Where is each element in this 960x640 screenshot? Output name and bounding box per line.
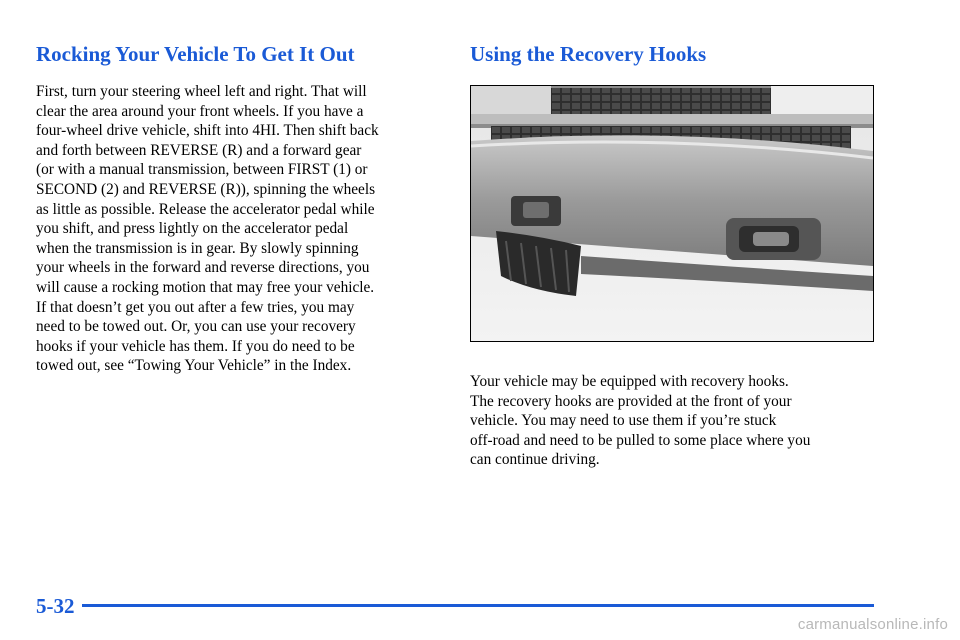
watermark-text: carmanualsonline.info [797,616,948,633]
recovery-hooks-body-text: Your vehicle may be equipped with recovery hooks. The recovery hooks are provided at the front of your vehicle. You may need to use them if you’re stuck off-road and need to be pulled to some place where you can continue driving. [470,373,811,469]
truck-front-bumper-image [471,86,873,341]
footer-divider [82,604,874,607]
right-column [470,40,880,82]
recovery-hooks-photo [470,85,874,342]
section-title-recovery-hooks: Using the Recovery Hooks [470,42,707,66]
left-column [36,40,446,376]
page-number: 5-32 [36,594,75,618]
rocking-body-text: First, turn your steering wheel left and right. That will clear the area around your front wheels. If you have a four-wheel drive vehicle, shift into 4HI. Then shift back and forth between REVERSE (R) and a forward gear (or with a manual transmission, between FIRST (1) or SECOND (2) and REVERSE (R)), spinning the wheels as little as possible. Release the accelerator pedal while you shift, and press lightly on the accelerator pedal when the transmission is in gear. By slowly spinning your wheels in the forward and reverse directions, you will cause a rocking motion that may free your vehicle. If that doesn’t get you out after a few tries, you may need to be towed out. Or, you can use your recovery hooks if your vehicle has them. If you do need to be towed out, see “Towing Your Vehicle” in the Index. [36,83,379,375]
section-title-rocking: Rocking Your Vehicle To Get It Out [36,42,355,66]
recovery-hooks-text-block [470,372,880,470]
